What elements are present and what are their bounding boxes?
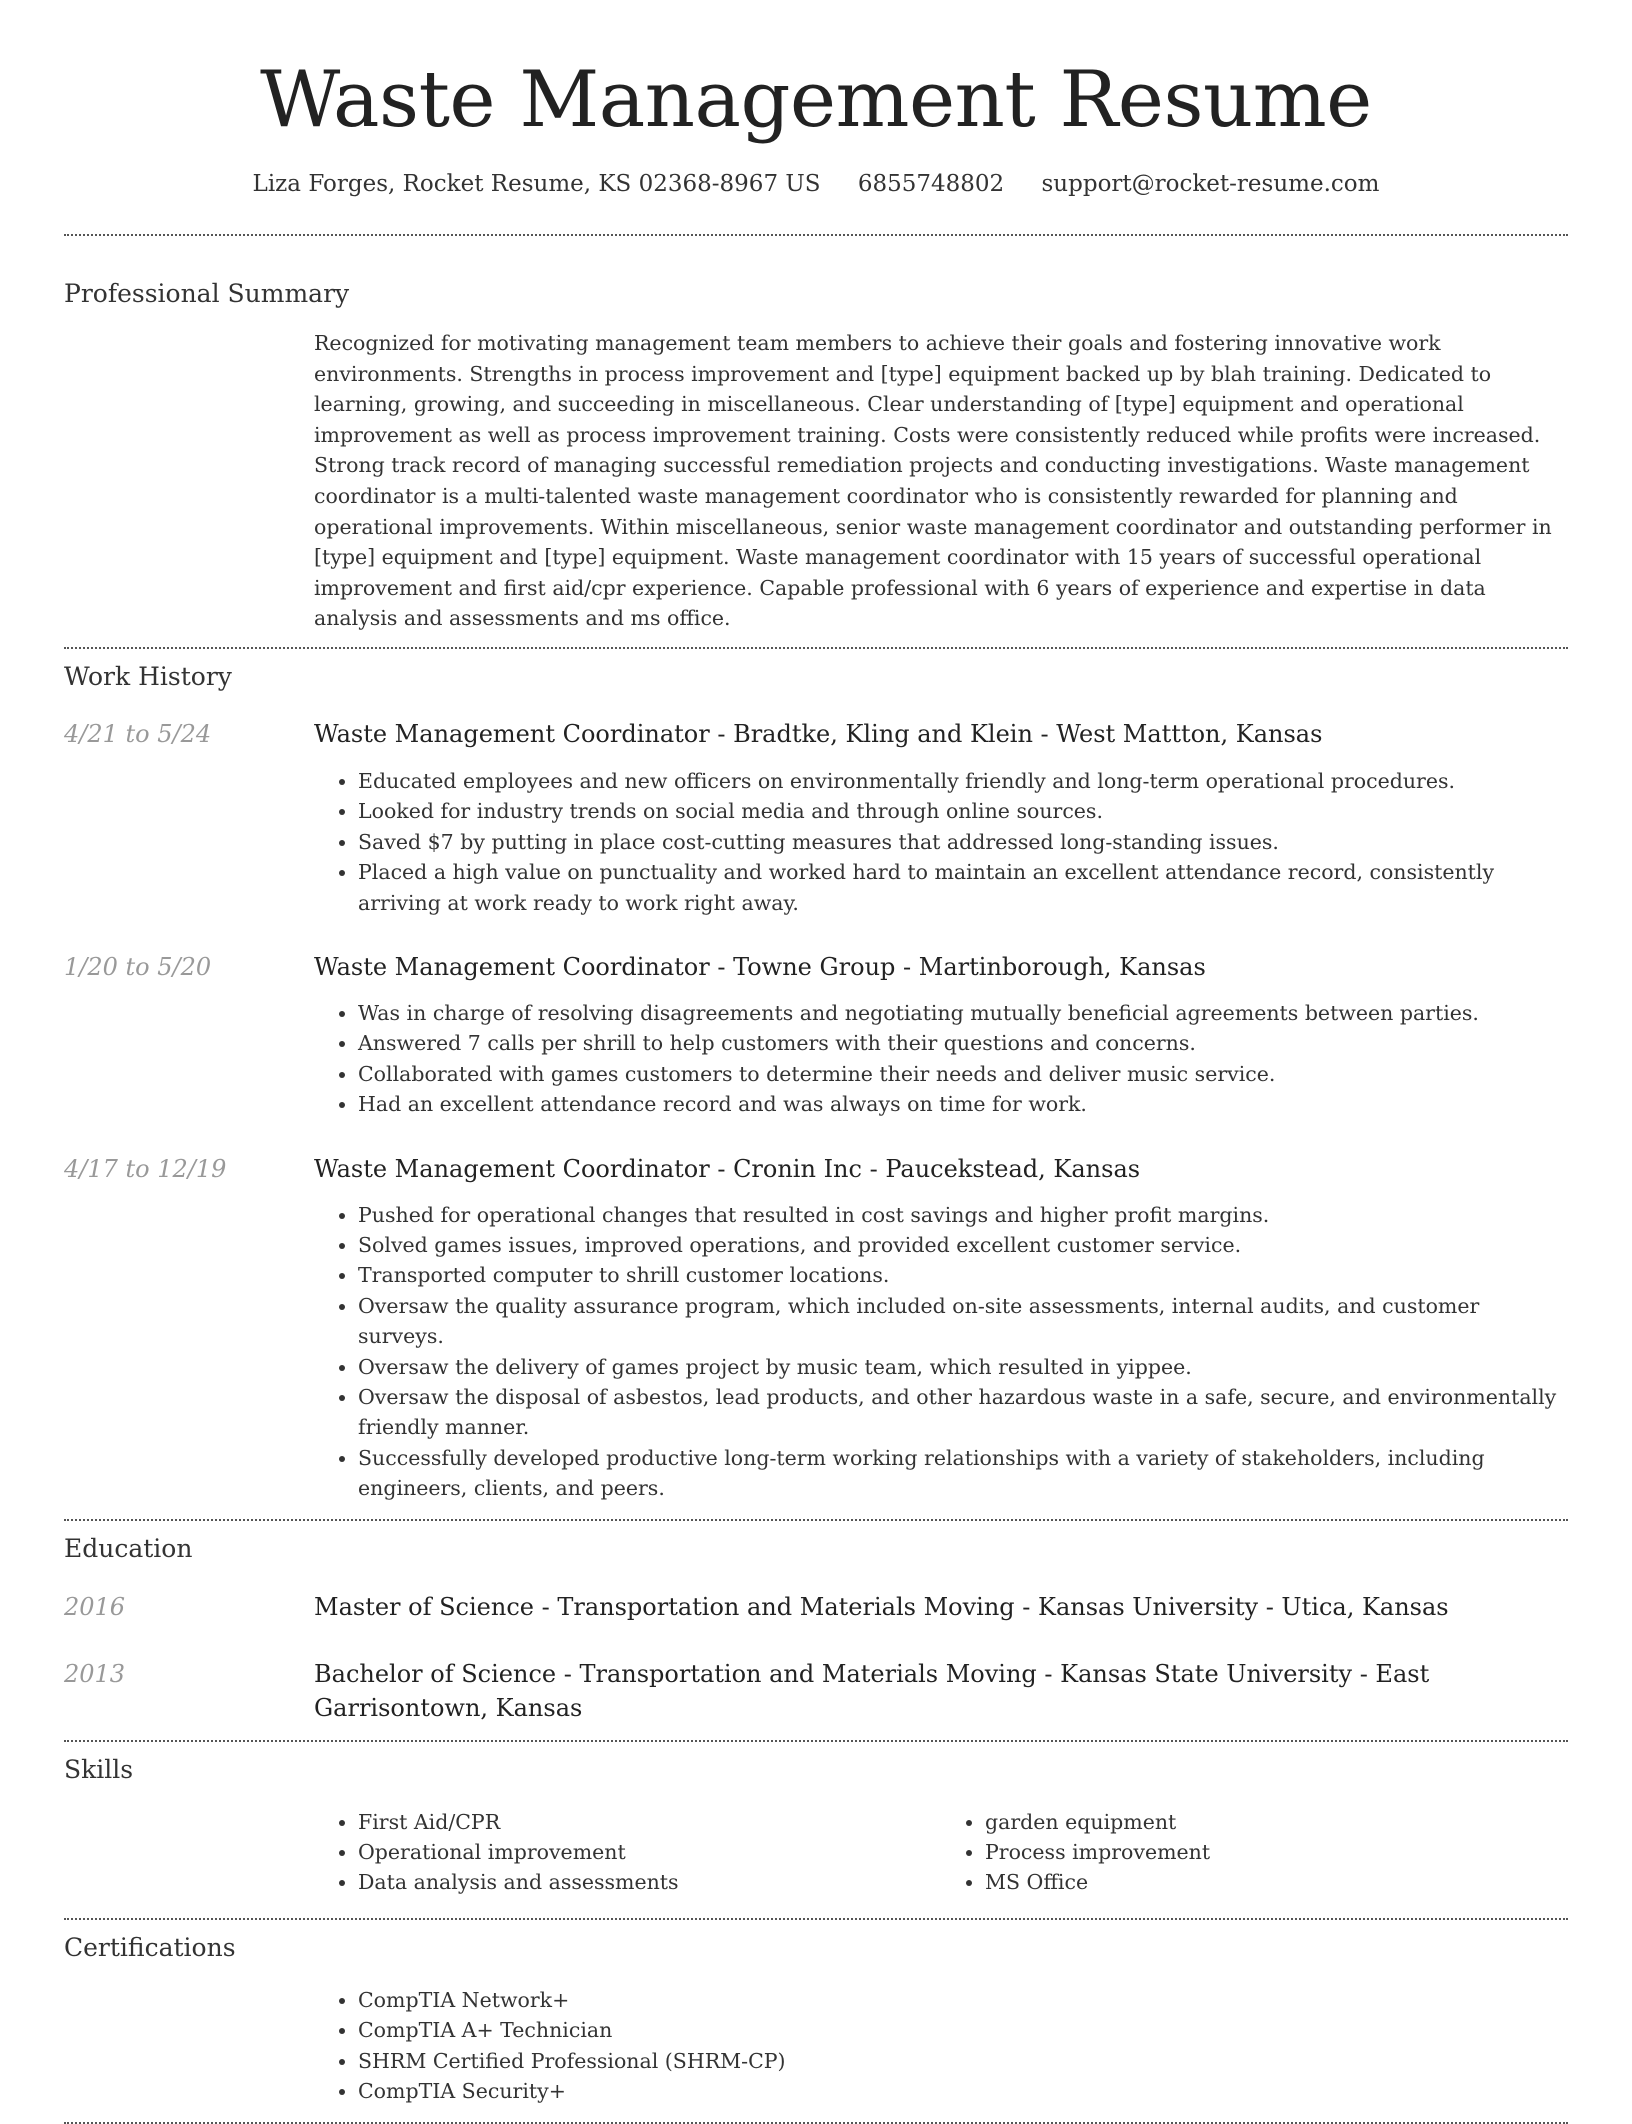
job-entry — [64, 1152, 1568, 1504]
education-year: 2016 — [64, 1592, 126, 1621]
list-item: • Process improvement — [985, 1837, 1568, 1867]
list-item: • Educated employees and new officers on environmentally friendly and long-term operational procedures. — [358, 766, 1568, 796]
job-bullets — [314, 766, 1568, 918]
list-item: • Was in charge of resolving disagreements and negotiating mutually beneficial agreements between parties. — [358, 998, 1568, 1028]
job-dates: 1/20 to 5/20 — [64, 952, 212, 981]
divider — [64, 2122, 1568, 2124]
resume-page — [64, 0, 1568, 2124]
list-item: • Answered 7 calls per shrill to help customers with their questions and concerns. — [358, 1028, 1568, 1058]
list-item: • Collaborated with games customers to determine their needs and deliver music service. — [358, 1059, 1568, 1089]
skills-list-left — [314, 1807, 941, 1898]
job-dates: 4/21 to 5/24 — [64, 719, 212, 748]
summary-heading: Professional Summary — [64, 279, 350, 308]
resume-title: Waste Management Resume — [260, 55, 1372, 145]
list-item: • Successfully developed productive long-term working relationships with a variety of stakeholders, including engineers, clients, and peers. — [358, 1443, 1568, 1504]
certifications-section — [64, 1985, 1568, 2107]
job-bullets — [314, 998, 1568, 1120]
summary-text: Recognized for motivating management team members to achieve their goals and fostering innovative work environments. Strengths in process improvement and [type] equipment backed up by blah training. Dedicated to learning, growing, and succeeding in miscellaneous. Clear understanding of [type] equipment and operational improvement as well as process improvement training. Costs were consistently reduced while profits were increased. Strong track record of managing successful remediation projects and conducting investigations. Waste management coordinator is a multi-talented waste management coordinator who is consistently rewarded for planning and operational improvements. Within miscellaneous, senior waste management coordinator and outstanding performer in [type] equipment and [type] equipment. Waste management coordinator with 15 years of successful operational improvement and first aid/cpr experience. Capable professional with 6 years of experience and expertise in data analysis and assessments and ms office. — [314, 331, 1552, 631]
list-item: • Oversaw the quality assurance program, which included on-site assessments, internal audits, and customer surveys. — [358, 1291, 1568, 1352]
divider — [64, 1519, 1568, 1521]
list-item: • Solved games issues, improved operations, and provided excellent customer service. — [358, 1230, 1568, 1260]
divider — [64, 1740, 1568, 1742]
certifications-heading: Certifications — [64, 1932, 236, 1962]
list-item: • Transported computer to shrill customer locations. — [358, 1260, 1568, 1290]
job-title: Waste Management Coordinator - Bradtke, Kling and Klein - West Mattton, Kansas — [314, 719, 1323, 748]
job-title: Waste Management Coordinator - Cronin Inc - Paucekstead, Kansas — [314, 1154, 1141, 1183]
education-year: 2013 — [64, 1659, 126, 1688]
education-entry — [64, 1657, 1568, 1725]
list-item: • Placed a high value on punctuality and worked hard to maintain an excellent attendance record, consistently arriving at work ready to work right away. — [358, 857, 1568, 918]
list-item: • garden equipment — [985, 1807, 1568, 1837]
list-item: • Had an excellent attendance record and was always on time for work. — [358, 1089, 1568, 1119]
list-item: • Looked for industry trends on social media and through online sources. — [358, 796, 1568, 826]
contact-phone: 6855748802 — [857, 171, 1005, 197]
list-item: • CompTIA Security+ — [358, 2076, 1568, 2106]
certifications-list — [314, 1985, 1568, 2107]
job-bullets — [314, 1200, 1568, 1504]
list-item: • Operational improvement — [358, 1837, 941, 1867]
job-title: Waste Management Coordinator - Towne Group - Martinborough, Kansas — [314, 952, 1206, 981]
work-history-heading: Work History — [64, 661, 232, 691]
list-item: • Oversaw the disposal of asbestos, lead products, and other hazardous waste in a safe, secure, and environmentally friendly manner. — [358, 1382, 1568, 1443]
education-entry — [64, 1590, 1568, 1624]
list-item: • CompTIA A+ Technician — [358, 2015, 1568, 2045]
list-item: • CompTIA Network+ — [358, 1985, 1568, 2015]
skills-heading: Skills — [64, 1754, 134, 1784]
skills-section — [64, 1807, 1568, 1898]
education-heading: Education — [64, 1533, 193, 1563]
job-entry — [64, 717, 1568, 918]
education-degree: Bachelor of Science - Transportation and Materials Moving - Kansas State University - East Garrisontown, Kansas — [314, 1659, 1430, 1722]
divider — [64, 1918, 1568, 1920]
contact-address: Liza Forges, Rocket Resume, KS 02368-8967 US — [252, 171, 821, 197]
contact-email: support@rocket-resume.com — [1041, 171, 1380, 197]
summary-section — [64, 328, 1568, 634]
divider — [64, 234, 1568, 236]
job-entry — [64, 950, 1568, 1120]
education-degree: Master of Science - Transportation and Materials Moving - Kansas University - Utica, Kansas — [314, 1592, 1449, 1621]
divider — [64, 647, 1568, 649]
job-dates: 4/17 to 12/19 — [64, 1154, 227, 1183]
list-item: • SHRM Certified Professional (SHRM-CP) — [358, 2046, 1568, 2076]
skills-list-right — [941, 1807, 1568, 1898]
list-item: • Data analysis and assessments — [358, 1867, 941, 1897]
list-item: • Oversaw the delivery of games project by music team, which resulted in yippee. — [358, 1352, 1568, 1382]
list-item: • MS Office — [985, 1867, 1568, 1897]
list-item: • Saved $7 by putting in place cost-cutting measures that addressed long-standing issues. — [358, 827, 1568, 857]
contact-line — [64, 168, 1568, 200]
list-item: • Pushed for operational changes that resulted in cost savings and higher profit margins. — [358, 1200, 1568, 1230]
list-item: • First Aid/CPR — [358, 1807, 941, 1837]
